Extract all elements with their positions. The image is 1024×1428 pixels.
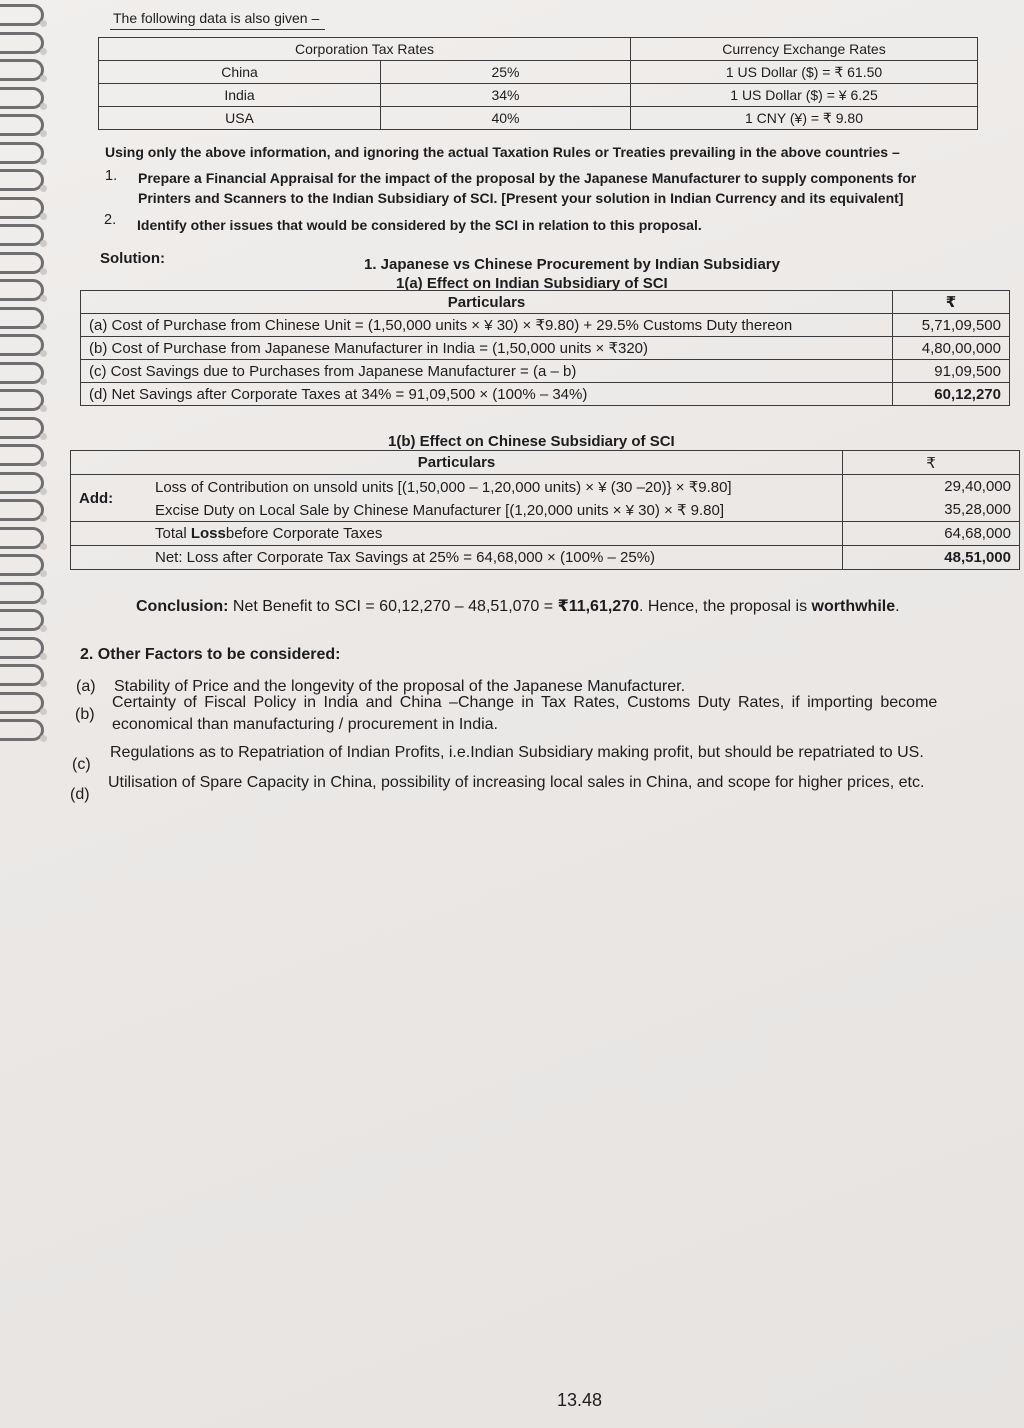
table-a-title: 1(a) Effect on Indian Subsidiary of SCI <box>396 275 668 292</box>
row-text: Excise Duty on Local Sale by Chinese Manufacturer [(1,20,000 units × ¥ 30) × ₹ 9.80] <box>147 498 843 522</box>
binding-hole <box>40 405 47 412</box>
question-text: Identify other issues that would be considered by the SCI in relation to this proposal. <box>137 217 702 233</box>
fx-header: Currency Exchange Rates <box>631 38 978 61</box>
binding-hole <box>40 75 47 82</box>
binding-hole <box>40 570 47 577</box>
other-factors-title: 2. Other Factors to be considered: <box>80 646 341 663</box>
binding-ring <box>0 554 44 576</box>
binding-hole <box>40 488 47 495</box>
binding-ring <box>0 527 44 549</box>
factor-label: (c) <box>72 756 91 773</box>
binding-ring <box>0 334 44 356</box>
currency-header: ₹ <box>843 451 1020 475</box>
row-value: 91,09,500 <box>893 360 1010 383</box>
row-value: 4,80,00,000 <box>893 337 1010 360</box>
binding-hole <box>40 48 47 55</box>
binding-hole <box>40 598 47 605</box>
conclusion-end: . <box>895 598 900 615</box>
fx-rate-cell: 1 US Dollar ($) = ₹ 61.50 <box>631 61 978 84</box>
row-text: (b) Cost of Purchase from Japanese Manufacturer in India = (1,50,000 units × ₹320) <box>81 337 893 360</box>
binding-hole <box>40 460 47 467</box>
binding-ring <box>0 719 44 741</box>
row-value: 5,71,09,500 <box>893 314 1010 337</box>
factor-line: economical than manufacturing / procurement in India. <box>112 716 498 733</box>
binding-hole <box>40 515 47 522</box>
binding-ring <box>0 362 44 384</box>
binding-hole <box>40 378 47 385</box>
binding-hole <box>40 158 47 165</box>
country-cell: USA <box>99 107 381 130</box>
binding-ring <box>0 417 44 439</box>
add-label: Add: <box>71 475 148 522</box>
row-value: 64,68,000 <box>843 522 1020 546</box>
row-text <box>147 522 843 546</box>
currency-header: ₹ <box>893 291 1010 314</box>
binding-ring <box>0 4 44 26</box>
row-value: 29,40,000 <box>843 475 1020 499</box>
blank-cell <box>71 546 148 570</box>
page-number: 13.48 <box>557 1390 603 1410</box>
binding-hole <box>40 350 47 357</box>
conclusion-label: Conclusion: <box>136 598 229 615</box>
binding-ring <box>0 444 44 466</box>
table-row <box>81 383 1010 406</box>
solution-title: 1. Japanese vs Chinese Procurement by Indian Subsidiary <box>364 256 780 273</box>
question-number: 1. <box>105 168 118 184</box>
binding-hole <box>40 20 47 27</box>
factor-label: (d) <box>70 786 90 803</box>
factor-text: Utilisation of Spare Capacity in China, possibility of increasing local sales in China, and scope for higher prices, etc. <box>108 774 925 791</box>
table-row <box>71 475 1020 499</box>
instruction-text: Using only the above information, and ignoring the actual Taxation Rules or Treaties prevailing in the above countries – <box>105 144 900 160</box>
binding-hole <box>40 295 47 302</box>
binding-ring <box>0 142 44 164</box>
total-prefix: Total <box>155 525 191 542</box>
particulars-header: Particulars <box>81 291 893 314</box>
conclusion-amount: ₹11,61,270 <box>557 598 639 615</box>
binding-hole <box>40 653 47 660</box>
conclusion-text-2: . Hence, the proposal is <box>639 598 812 615</box>
binding-ring <box>0 279 44 301</box>
total-loss-word: Loss <box>190 525 226 542</box>
binding-hole <box>40 213 47 220</box>
row-text: (c) Cost Savings due to Purchases from Japanese Manufacturer = (a – b) <box>81 360 893 383</box>
country-cell: China <box>99 61 381 84</box>
binding-ring <box>0 637 44 659</box>
binding-hole <box>40 433 47 440</box>
intro-text: The following data is also given – <box>113 10 320 26</box>
conclusion-verdict: worthwhile <box>811 598 896 615</box>
binding-ring <box>0 692 44 714</box>
binding-ring <box>0 472 44 494</box>
binding-hole <box>40 708 47 715</box>
binding-ring <box>0 582 44 604</box>
row-text: (d) Net Savings after Corporate Taxes at 34% = 91,09,500 × (100% – 34%) <box>81 383 893 406</box>
table-row <box>71 546 1020 570</box>
factor-line: Certainty of Fiscal Policy in India and China –Change in Tax Rates, Customs Duty Rates, if importing become <box>112 694 938 711</box>
total-suffix: before Corporate Taxes <box>225 525 383 542</box>
fx-rate-cell: 1 CNY (¥) = ₹ 9.80 <box>631 107 978 130</box>
binding-hole <box>40 625 47 632</box>
binding-hole <box>40 543 47 550</box>
binding-hole <box>40 735 47 742</box>
blank-cell <box>71 522 148 546</box>
binding-hole <box>40 240 47 247</box>
conclusion <box>136 596 900 616</box>
binding-ring <box>0 609 44 631</box>
binding-ring <box>0 307 44 329</box>
table-effect-chinese-subsidiary <box>70 450 1020 570</box>
binding-hole <box>40 185 47 192</box>
binding-ring <box>0 197 44 219</box>
question-number: 2. <box>104 212 117 228</box>
binding-ring <box>0 252 44 274</box>
table-b-title: 1(b) Effect on Chinese Subsidiary of SCI <box>388 433 675 450</box>
tax-rate-cell: 40% <box>381 107 631 130</box>
spiral-binding <box>0 0 60 760</box>
binding-ring <box>0 389 44 411</box>
binding-hole <box>40 268 47 275</box>
binding-hole <box>40 130 47 137</box>
factor-label: (a) <box>76 678 96 695</box>
tax-rate-cell: 34% <box>381 84 631 107</box>
table-row <box>81 314 1010 337</box>
conclusion-text: Net Benefit to SCI = 60,12,270 – 48,51,070 = <box>228 598 558 615</box>
binding-ring <box>0 664 44 686</box>
binding-ring <box>0 224 44 246</box>
row-value: 35,28,000 <box>843 498 1020 522</box>
binding-ring <box>0 169 44 191</box>
binding-ring <box>0 59 44 81</box>
intro-underline <box>110 29 325 30</box>
table-row <box>81 360 1010 383</box>
table-row <box>71 522 1020 546</box>
row-text: Net: Loss after Corporate Tax Savings at 25% = 64,68,000 × (100% – 25%) <box>147 546 843 570</box>
row-text: (a) Cost of Purchase from Chinese Unit = (1,50,000 units × ¥ 30) × ₹9.80) + 29.5% Customs Duty thereon <box>81 314 893 337</box>
binding-ring <box>0 87 44 109</box>
factor-text: Regulations as to Repatriation of Indian Profits, i.e.Indian Subsidiary making profit, but should be repatriated to US. <box>110 744 924 761</box>
question-line: Printers and Scanners to the Indian Subsidiary of SCI. [Present your solution in Indian Currency and its equivalent] <box>138 190 904 206</box>
row-value-total: 48,51,000 <box>843 546 1020 570</box>
binding-hole <box>40 323 47 330</box>
country-cell: India <box>99 84 381 107</box>
question-text <box>138 168 988 208</box>
tax-rate-cell: 25% <box>381 61 631 84</box>
binding-ring <box>0 114 44 136</box>
row-text: Loss of Contribution on unsold units [(1,50,000 – 1,20,000 units) × ¥ (30 –20)} × ₹9.80] <box>147 475 843 499</box>
solution-label: Solution: <box>100 250 165 267</box>
binding-hole <box>40 680 47 687</box>
factor-text: Stability of Price and the longevity of the proposal of the Japanese Manufacturer. <box>114 678 686 695</box>
corp-tax-header: Corporation Tax Rates <box>99 38 631 61</box>
question-line: Prepare a Financial Appraisal for the impact of the proposal by the Japanese Manufacturer to supply components for <box>138 170 917 186</box>
binding-ring <box>0 499 44 521</box>
fx-rate-cell: 1 US Dollar ($) = ¥ 6.25 <box>631 84 978 107</box>
factor-text <box>112 690 1020 738</box>
particulars-header: Particulars <box>71 451 843 475</box>
factor-label: (b) <box>75 706 95 723</box>
binding-ring <box>0 32 44 54</box>
table-row <box>71 498 1020 522</box>
binding-hole <box>40 103 47 110</box>
table-row <box>81 337 1010 360</box>
given-data-table <box>98 37 978 130</box>
row-value-total: 60,12,270 <box>893 383 1010 406</box>
table-effect-indian-subsidiary <box>80 290 1010 406</box>
